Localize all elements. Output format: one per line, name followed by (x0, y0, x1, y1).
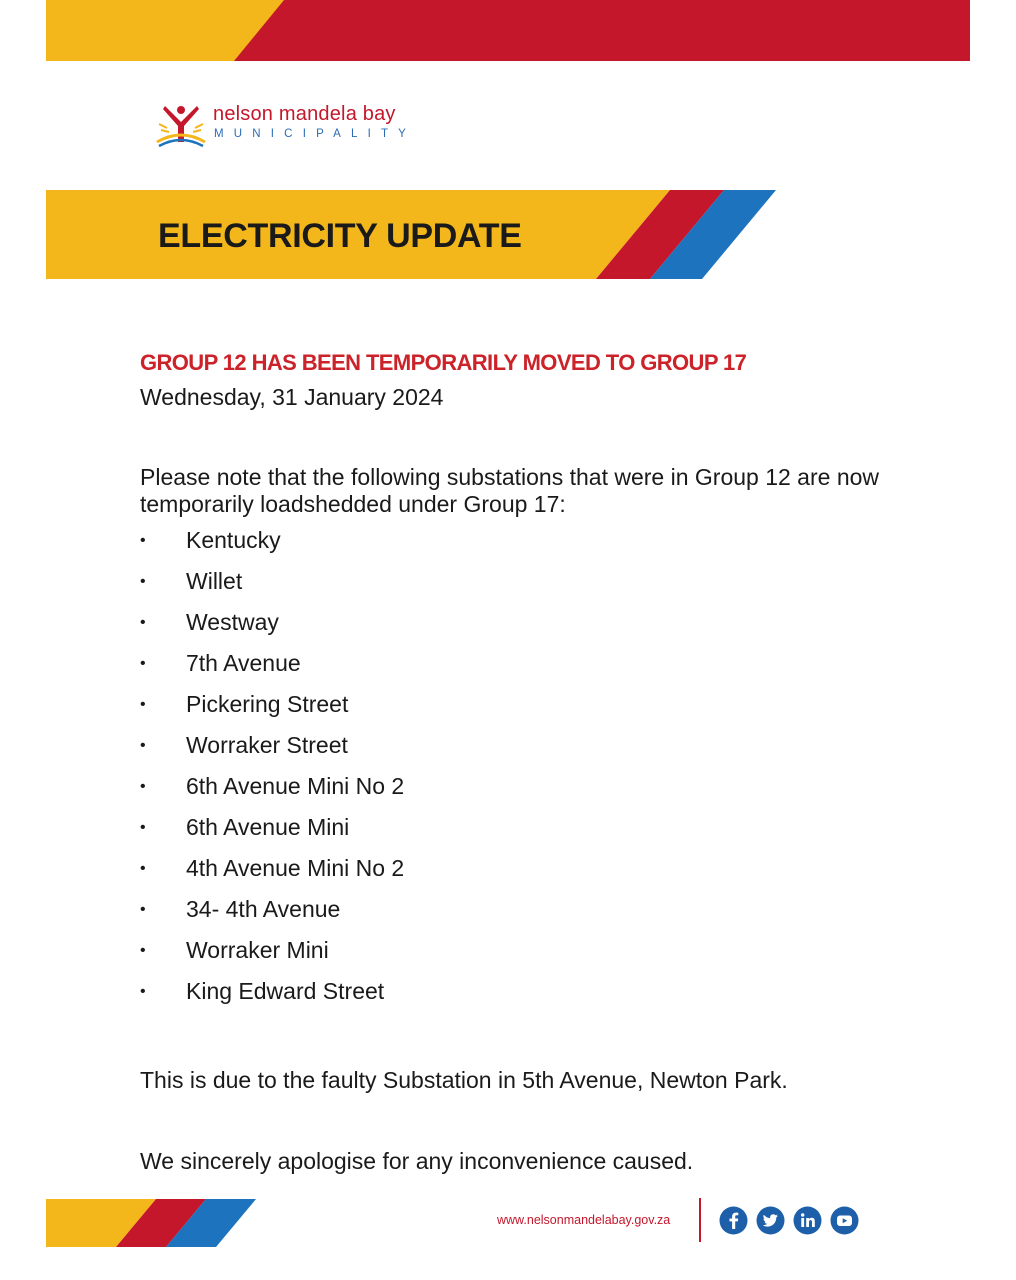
logo-figure-icon (155, 102, 207, 150)
bullet: • (140, 942, 146, 959)
substation-name: 6th Avenue Mini No 2 (186, 773, 405, 799)
bullet: • (140, 778, 146, 795)
substation-name: 34- 4th Avenue (186, 896, 341, 922)
notice-date: Wednesday, 31 January 2024 (140, 384, 444, 410)
list-item (140, 731, 920, 772)
bullet: • (140, 614, 146, 631)
bullet: • (140, 573, 146, 590)
substation-name: 4th Avenue Mini No 2 (186, 855, 405, 881)
website-link[interactable]: www.nelsonmandelabay.gov.za (497, 1213, 671, 1227)
footer-stripes (46, 1199, 256, 1247)
notice-body (140, 348, 920, 1176)
list-item (140, 813, 920, 854)
bullet: • (140, 655, 146, 672)
bullet: • (140, 696, 146, 713)
bullet: • (140, 901, 146, 918)
notice-headline: GROUP 12 HAS BEEN TEMPORARILY MOVED TO GROUP 17 (140, 350, 747, 375)
bullet: • (140, 860, 146, 877)
list-item (140, 526, 920, 567)
notice-intro: Please note that the following substations that were in Group 12 are now temporarily loadshedded under Group 17: (140, 464, 880, 517)
list-item (140, 895, 920, 936)
bullet: • (140, 532, 146, 549)
bullet: • (140, 819, 146, 836)
substation-name: Worraker Street (186, 732, 348, 758)
footer-divider (699, 1198, 701, 1242)
linkedin-icon[interactable] (793, 1206, 822, 1235)
substation-name: 6th Avenue Mini (186, 814, 350, 840)
list-item (140, 936, 920, 977)
substation-name: King Edward Street (186, 978, 385, 1004)
twitter-icon[interactable] (756, 1206, 785, 1235)
substation-name: 7th Avenue (186, 650, 301, 676)
bullet: • (140, 737, 146, 754)
youtube-icon[interactable] (830, 1206, 859, 1235)
logo-name: nelson mandela bay (213, 103, 396, 125)
list-item (140, 567, 920, 608)
municipality-logo (155, 100, 445, 152)
substation-name: Willet (186, 568, 243, 594)
bullet: • (140, 983, 146, 1000)
list-item (140, 772, 920, 813)
list-item (140, 854, 920, 895)
list-item (140, 608, 920, 649)
substation-name: Worraker Mini (186, 937, 329, 963)
facebook-icon[interactable] (719, 1206, 748, 1235)
notice-reason: This is due to the faulty Substation in 5th Avenue, Newton Park. (140, 1067, 788, 1093)
top-banner-stripes (46, 0, 970, 61)
list-item (140, 690, 920, 731)
banner-title: ELECTRICITY UPDATE (158, 217, 522, 255)
substation-name: Westway (186, 609, 279, 635)
list-item (140, 649, 920, 690)
substation-name: Kentucky (186, 527, 281, 553)
logo-subtitle: MUNICIPALITY (214, 128, 417, 140)
substation-list (140, 526, 920, 1018)
substation-name: Pickering Street (186, 691, 349, 717)
list-item (140, 977, 920, 1018)
notice-apology: We sincerely apologise for any inconvenience caused. (140, 1148, 694, 1174)
